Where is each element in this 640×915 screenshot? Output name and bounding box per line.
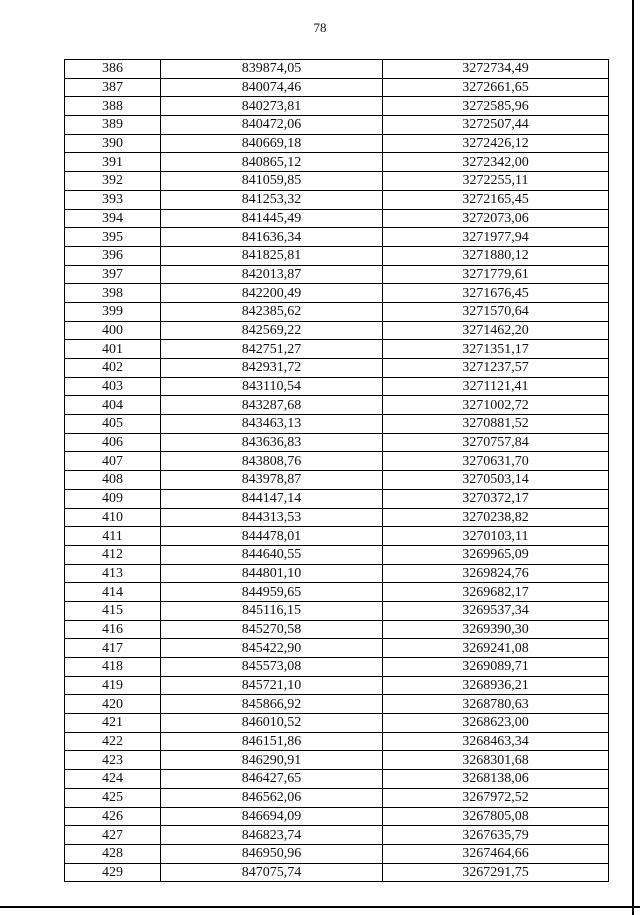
y-coordinate-cell: 3267635,79 [383, 826, 609, 845]
point-number-cell: 399 [65, 302, 161, 321]
y-coordinate-cell: 3271462,20 [383, 321, 609, 340]
point-number-cell: 421 [65, 714, 161, 733]
y-coordinate-cell: 3271779,61 [383, 265, 609, 284]
y-coordinate-cell: 3272255,11 [383, 172, 609, 191]
x-coordinate-cell: 844959,65 [161, 583, 383, 602]
x-coordinate-cell: 841825,81 [161, 246, 383, 265]
point-number-cell: 394 [65, 209, 161, 228]
x-coordinate-cell: 846950,96 [161, 844, 383, 863]
point-number-cell: 386 [65, 60, 161, 79]
x-coordinate-cell: 843287,68 [161, 396, 383, 415]
y-coordinate-cell: 3269390,30 [383, 620, 609, 639]
table-row [65, 714, 609, 733]
y-coordinate-cell: 3270881,52 [383, 415, 609, 434]
y-coordinate-cell: 3272073,06 [383, 209, 609, 228]
table-row [65, 172, 609, 191]
page-number: 78 [313, 20, 327, 35]
x-coordinate-cell: 844313,53 [161, 508, 383, 527]
x-coordinate-cell: 842013,87 [161, 265, 383, 284]
y-coordinate-cell: 3271121,41 [383, 377, 609, 396]
x-coordinate-cell: 842569,22 [161, 321, 383, 340]
table-row [65, 639, 609, 658]
point-number-cell: 429 [65, 863, 161, 882]
y-coordinate-cell: 3268780,63 [383, 695, 609, 714]
point-number-cell: 405 [65, 415, 161, 434]
x-coordinate-cell: 844640,55 [161, 545, 383, 564]
y-coordinate-cell: 3272507,44 [383, 116, 609, 135]
x-coordinate-cell: 846562,06 [161, 788, 383, 807]
x-coordinate-cell: 840865,12 [161, 153, 383, 172]
point-number-cell: 398 [65, 284, 161, 303]
table-row [65, 396, 609, 415]
x-coordinate-cell: 841445,49 [161, 209, 383, 228]
point-number-cell: 416 [65, 620, 161, 639]
x-coordinate-cell: 840074,46 [161, 78, 383, 97]
table-row [65, 489, 609, 508]
point-number-cell: 414 [65, 583, 161, 602]
table-row [65, 321, 609, 340]
x-coordinate-cell: 845721,10 [161, 676, 383, 695]
x-coordinate-cell: 843808,76 [161, 452, 383, 471]
table-row [65, 471, 609, 490]
table-row [65, 359, 609, 378]
point-number-cell: 425 [65, 788, 161, 807]
x-coordinate-cell: 846151,86 [161, 732, 383, 751]
point-number-cell: 417 [65, 639, 161, 658]
y-coordinate-cell: 3269824,76 [383, 564, 609, 583]
table-row [65, 452, 609, 471]
y-coordinate-cell: 3271676,45 [383, 284, 609, 303]
table-row [65, 732, 609, 751]
x-coordinate-cell: 841253,32 [161, 190, 383, 209]
y-coordinate-cell: 3270238,82 [383, 508, 609, 527]
y-coordinate-cell: 3269682,17 [383, 583, 609, 602]
table-row [65, 153, 609, 172]
page-edge-bottom [0, 906, 640, 908]
x-coordinate-cell: 845116,15 [161, 601, 383, 620]
y-coordinate-cell: 3268138,06 [383, 770, 609, 789]
x-coordinate-cell: 842931,72 [161, 359, 383, 378]
table-row [65, 564, 609, 583]
x-coordinate-cell: 847075,74 [161, 863, 383, 882]
x-coordinate-cell: 841059,85 [161, 172, 383, 191]
y-coordinate-cell: 3272342,00 [383, 153, 609, 172]
page-edge-right [632, 0, 634, 915]
table-row [65, 246, 609, 265]
y-coordinate-cell: 3269241,08 [383, 639, 609, 658]
y-coordinate-cell: 3268463,34 [383, 732, 609, 751]
point-number-cell: 426 [65, 807, 161, 826]
table-row [65, 601, 609, 620]
x-coordinate-cell: 845866,92 [161, 695, 383, 714]
y-coordinate-cell: 3270103,11 [383, 527, 609, 546]
y-coordinate-cell: 3268623,00 [383, 714, 609, 733]
table-row [65, 863, 609, 882]
point-number-cell: 397 [65, 265, 161, 284]
point-number-cell: 395 [65, 228, 161, 247]
x-coordinate-cell: 842751,27 [161, 340, 383, 359]
table-row [65, 415, 609, 434]
y-coordinate-cell: 3270757,84 [383, 433, 609, 452]
table-row [65, 377, 609, 396]
point-number-cell: 391 [65, 153, 161, 172]
y-coordinate-cell: 3267464,66 [383, 844, 609, 863]
x-coordinate-cell: 846427,65 [161, 770, 383, 789]
table-row [65, 60, 609, 79]
point-number-cell: 427 [65, 826, 161, 845]
table-row [65, 676, 609, 695]
x-coordinate-cell: 841636,34 [161, 228, 383, 247]
y-coordinate-cell: 3271002,72 [383, 396, 609, 415]
y-coordinate-cell: 3271977,94 [383, 228, 609, 247]
y-coordinate-cell: 3270372,17 [383, 489, 609, 508]
y-coordinate-cell: 3267972,52 [383, 788, 609, 807]
point-number-cell: 392 [65, 172, 161, 191]
point-number-cell: 415 [65, 601, 161, 620]
point-number-cell: 408 [65, 471, 161, 490]
table-row [65, 134, 609, 153]
x-coordinate-cell: 843636,83 [161, 433, 383, 452]
x-coordinate-cell: 846010,52 [161, 714, 383, 733]
point-number-cell: 423 [65, 751, 161, 770]
point-number-cell: 407 [65, 452, 161, 471]
table-row [65, 620, 609, 639]
table-row [65, 340, 609, 359]
x-coordinate-cell: 844801,10 [161, 564, 383, 583]
point-number-cell: 400 [65, 321, 161, 340]
point-number-cell: 387 [65, 78, 161, 97]
point-number-cell: 418 [65, 658, 161, 677]
table-row [65, 284, 609, 303]
point-number-cell: 393 [65, 190, 161, 209]
y-coordinate-cell: 3271237,57 [383, 359, 609, 378]
point-number-cell: 396 [65, 246, 161, 265]
x-coordinate-cell: 846290,91 [161, 751, 383, 770]
table-row [65, 265, 609, 284]
table-row [65, 78, 609, 97]
table-row [65, 190, 609, 209]
table-row [65, 508, 609, 527]
point-number-cell: 428 [65, 844, 161, 863]
point-number-cell: 401 [65, 340, 161, 359]
x-coordinate-cell: 840273,81 [161, 97, 383, 116]
table-row [65, 695, 609, 714]
x-coordinate-cell: 843463,13 [161, 415, 383, 434]
y-coordinate-cell: 3272165,45 [383, 190, 609, 209]
table-row [65, 302, 609, 321]
point-number-cell: 410 [65, 508, 161, 527]
table-row [65, 209, 609, 228]
y-coordinate-cell: 3271880,12 [383, 246, 609, 265]
table-row [65, 844, 609, 863]
table-row [65, 807, 609, 826]
y-coordinate-cell: 3272734,49 [383, 60, 609, 79]
coordinates-table-body [65, 60, 609, 882]
x-coordinate-cell: 845270,58 [161, 620, 383, 639]
point-number-cell: 419 [65, 676, 161, 695]
y-coordinate-cell: 3269537,34 [383, 601, 609, 620]
point-number-cell: 390 [65, 134, 161, 153]
y-coordinate-cell: 3267805,08 [383, 807, 609, 826]
table-row [65, 433, 609, 452]
point-number-cell: 389 [65, 116, 161, 135]
y-coordinate-cell: 3272585,96 [383, 97, 609, 116]
y-coordinate-cell: 3269965,09 [383, 545, 609, 564]
table-row [65, 751, 609, 770]
y-coordinate-cell: 3271570,64 [383, 302, 609, 321]
y-coordinate-cell: 3270631,70 [383, 452, 609, 471]
y-coordinate-cell: 3268936,21 [383, 676, 609, 695]
point-number-cell: 424 [65, 770, 161, 789]
point-number-cell: 404 [65, 396, 161, 415]
x-coordinate-cell: 840669,18 [161, 134, 383, 153]
point-number-cell: 388 [65, 97, 161, 116]
coordinates-table [64, 59, 609, 882]
table-row [65, 527, 609, 546]
x-coordinate-cell: 842200,49 [161, 284, 383, 303]
y-coordinate-cell: 3267291,75 [383, 863, 609, 882]
table-row [65, 583, 609, 602]
table-row [65, 228, 609, 247]
table-row [65, 116, 609, 135]
table-row [65, 826, 609, 845]
y-coordinate-cell: 3269089,71 [383, 658, 609, 677]
point-number-cell: 413 [65, 564, 161, 583]
table-row [65, 545, 609, 564]
x-coordinate-cell: 839874,05 [161, 60, 383, 79]
point-number-cell: 411 [65, 527, 161, 546]
point-number-cell: 403 [65, 377, 161, 396]
y-coordinate-cell: 3268301,68 [383, 751, 609, 770]
x-coordinate-cell: 846694,09 [161, 807, 383, 826]
table-row [65, 658, 609, 677]
y-coordinate-cell: 3272426,12 [383, 134, 609, 153]
table-row [65, 788, 609, 807]
point-number-cell: 422 [65, 732, 161, 751]
y-coordinate-cell: 3271351,17 [383, 340, 609, 359]
x-coordinate-cell: 843110,54 [161, 377, 383, 396]
x-coordinate-cell: 844478,01 [161, 527, 383, 546]
y-coordinate-cell: 3272661,65 [383, 78, 609, 97]
x-coordinate-cell: 845573,08 [161, 658, 383, 677]
point-number-cell: 409 [65, 489, 161, 508]
x-coordinate-cell: 844147,14 [161, 489, 383, 508]
point-number-cell: 406 [65, 433, 161, 452]
x-coordinate-cell: 842385,62 [161, 302, 383, 321]
table-row [65, 770, 609, 789]
point-number-cell: 402 [65, 359, 161, 378]
x-coordinate-cell: 846823,74 [161, 826, 383, 845]
table-row [65, 97, 609, 116]
x-coordinate-cell: 840472,06 [161, 116, 383, 135]
point-number-cell: 420 [65, 695, 161, 714]
x-coordinate-cell: 843978,87 [161, 471, 383, 490]
point-number-cell: 412 [65, 545, 161, 564]
x-coordinate-cell: 845422,90 [161, 639, 383, 658]
y-coordinate-cell: 3270503,14 [383, 471, 609, 490]
